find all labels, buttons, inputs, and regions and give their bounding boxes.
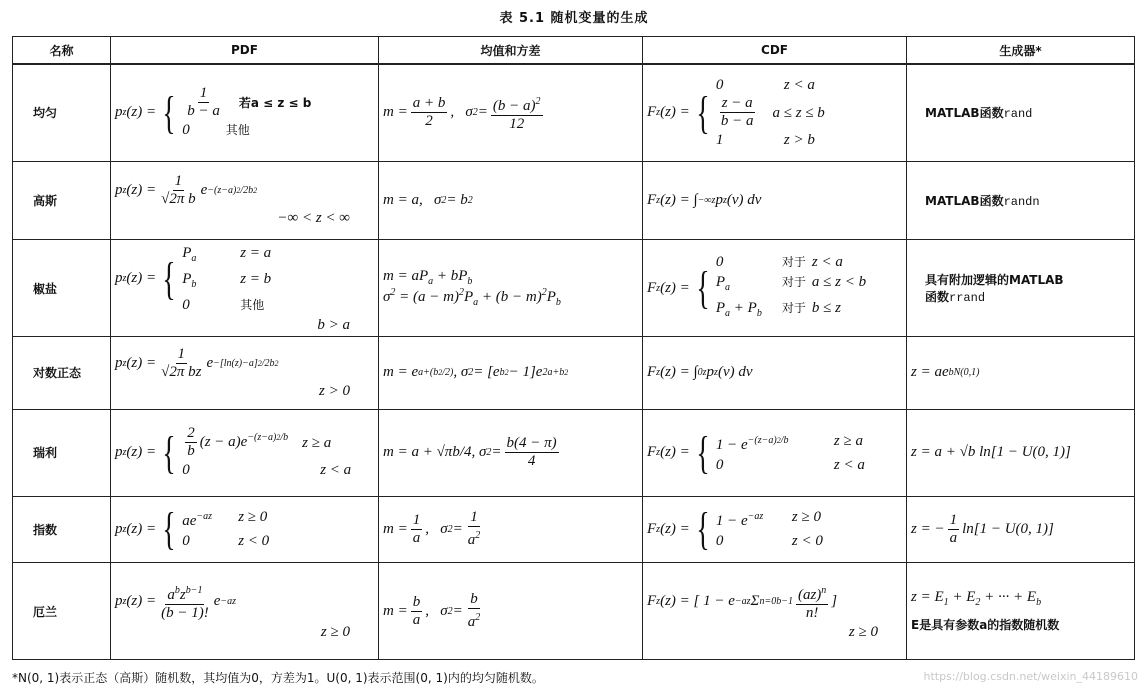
meanvar-lognormal: m = e a+(b2/2) , σ 2 = [e b2 − 1]e 2a+b2 [379,337,643,410]
meanvar-erlang: m = $\frac{b}{a}$ , σ 2 = $\frac{b}{a^2}$ [379,563,643,660]
pdf-saltpepper: p z (z) = { $P_a$ z = a $P_b$ z = b 0 其他 b > a [111,240,379,337]
uniform-cond: 若a ≤ z ≤ b [238,95,312,110]
pdf-lognormal: p z (z) = $\frac{1}{\text{√2π bz}}$ e −[ln(z)−a]2/2b2 z > 0 [111,337,379,410]
table-row [13,337,1135,410]
gen-gaussian-text: MATLAB函数 [925,193,1004,208]
cdf-saltpepper: F z (z) = { 0 对于 z < a $P_a$ 对于 a ≤ z < b $P_a + P_b$ 对于 b ≤ z [643,240,907,337]
pdf-uniform: p z (z) = { $\frac{1}{b - a}$ 若a ≤ z ≤ b 0 其他 [111,64,379,161]
meanvar-gaussian: m = a, σ 2 = b 2 [379,161,643,240]
row-name-exponential: 指数 [13,496,111,563]
table-row [13,240,1135,337]
gen-uniform-fn: rand [1003,107,1033,122]
cdf-lognormal: F z (z) = ∫ 0 z p z (v) dv [643,337,907,410]
row-name-saltpepper: 椒盐 [13,240,111,337]
header-name: 名称 [13,37,111,65]
cdf-exponential: F z (z) = { $1 - e^{-az}$ z ≥ 0 0 z < 0 [643,496,907,563]
gen-gaussian [907,161,1135,240]
gen-saltpepper-line1: 具有附加逻辑的MATLAB [925,273,1064,288]
table-caption: 表 5.1 随机变量的生成 [499,11,649,26]
table-row [13,409,1135,496]
random-variable-table [12,36,1135,660]
table-row [13,496,1135,563]
gen-uniform [907,64,1135,161]
pdf-gaussian: p z (z) = $\frac{1}{\text{√2π b}}$ e −(z−a)2/2b2 −∞ < z < ∞ [111,161,379,240]
erlang-cdf-note: z ≥ 0 [848,623,878,640]
saltpepper-other: 其他 [240,297,265,312]
erlang-gen-note: E是具有参数a的指数随机数 [911,618,1060,633]
lognormal-note: z > 0 [319,382,350,399]
header-cdf: CDF [643,37,907,65]
meanvar-exponential: m = $\frac{1}{a}$ , σ 2 = $\frac{1}{a^2}$ [379,496,643,563]
saltpepper-note: b > a [317,316,350,333]
gen-uniform-text: MATLAB函数 [925,106,1004,121]
gen-gaussian-fn: randn [1003,194,1040,209]
gen-erlang: $z = E_1 + E_2$ + ··· + $E_b$ E是具有参数a的指数随机数 [907,563,1135,660]
row-name-lognormal: 对数正态 [13,337,111,410]
pdf-rayleigh: p z (z) = { $\frac{2}{b}$ $(z - a)e^{-(z-a)2/b}$ z ≥ a 0 z < a [111,409,379,496]
cdf-for-2: 对于 [781,275,806,290]
header-generator: 生成器* [907,37,1135,65]
cdf-for-1: 对于 [781,255,806,270]
row-name-erlang: 厄兰 [13,563,111,660]
meanvar-rayleigh: m = a + √πb/4, σ 2 = $\frac{b(4 - \pi)}{4}$ [379,409,643,496]
table-row [13,161,1135,240]
meanvar-uniform: m = $\frac{a + b}{2}$ , σ 2 = $\frac{(b - a)^2}{12}$ [379,64,643,161]
footnote: *N(0, 1)表示正态（高斯）随机数，其均值为0，方差为1。U(0, 1)表示范围(0, 1)内的均匀随机数。 [12,671,544,685]
row-name-gaussian: 高斯 [13,161,111,240]
cdf-gaussian: F z (z) = ∫ −∞ z p z (v) dv [643,161,907,240]
gen-lognormal: z = ae bN(0,1) [907,337,1135,410]
pdf-exponential: p z (z) = { $ae^{-az}$ z ≥ 0 0 z < 0 [111,496,379,563]
table-row [13,64,1135,161]
table-row [13,563,1135,660]
meanvar-saltpepper: $m = aP_a + bP_b$ $\sigma^2 = (a - m)^2P_a + (b - m)^2P_b$ [379,240,643,337]
pdf-erlang: p z (z) = $\frac{a^bz^{b-1}}{(b - 1)!}$ e −az z ≥ 0 [111,563,379,660]
watermark: https://blog.csdn.net/weixin_44189610 [923,670,1138,683]
header-pdf: PDF [111,37,379,65]
cdf-erlang: F z (z) = [ 1 − e −az Σ n=0 b−1 $\frac{(az)^n}{n!}$ ] z ≥ 0 [643,563,907,660]
gen-rayleigh: z = a + √b ln[1 − U(0, 1)] [907,409,1135,496]
cdf-uniform: F z (z) = { 0 z < a $\frac{z - a}{b - a}$ a ≤ z ≤ b 1 z > b [643,64,907,161]
erlang-pdf-note: z ≥ 0 [320,623,350,640]
uniform-other: 其他 [225,123,250,138]
gen-saltpepper [907,240,1135,337]
gen-exponential: z = − $\frac{1}{a}$ ln[1 − U(0, 1)] [907,496,1135,563]
cdf-for-3: 对于 [781,301,806,316]
gen-saltpepper-fn: rrand [949,291,986,306]
gen-saltpepper-line2: 函数 [925,290,950,305]
gaussian-range: −∞ < z < ∞ [277,210,350,227]
row-name-rayleigh: 瑞利 [13,409,111,496]
cdf-rayleigh: F z (z) = { $1 - e^{-(z-a)2/b}$ z ≥ a 0 z < a [643,409,907,496]
header-mean-var: 均值和方差 [379,37,643,65]
header-row [13,37,1135,65]
row-name-uniform: 均匀 [13,64,111,161]
